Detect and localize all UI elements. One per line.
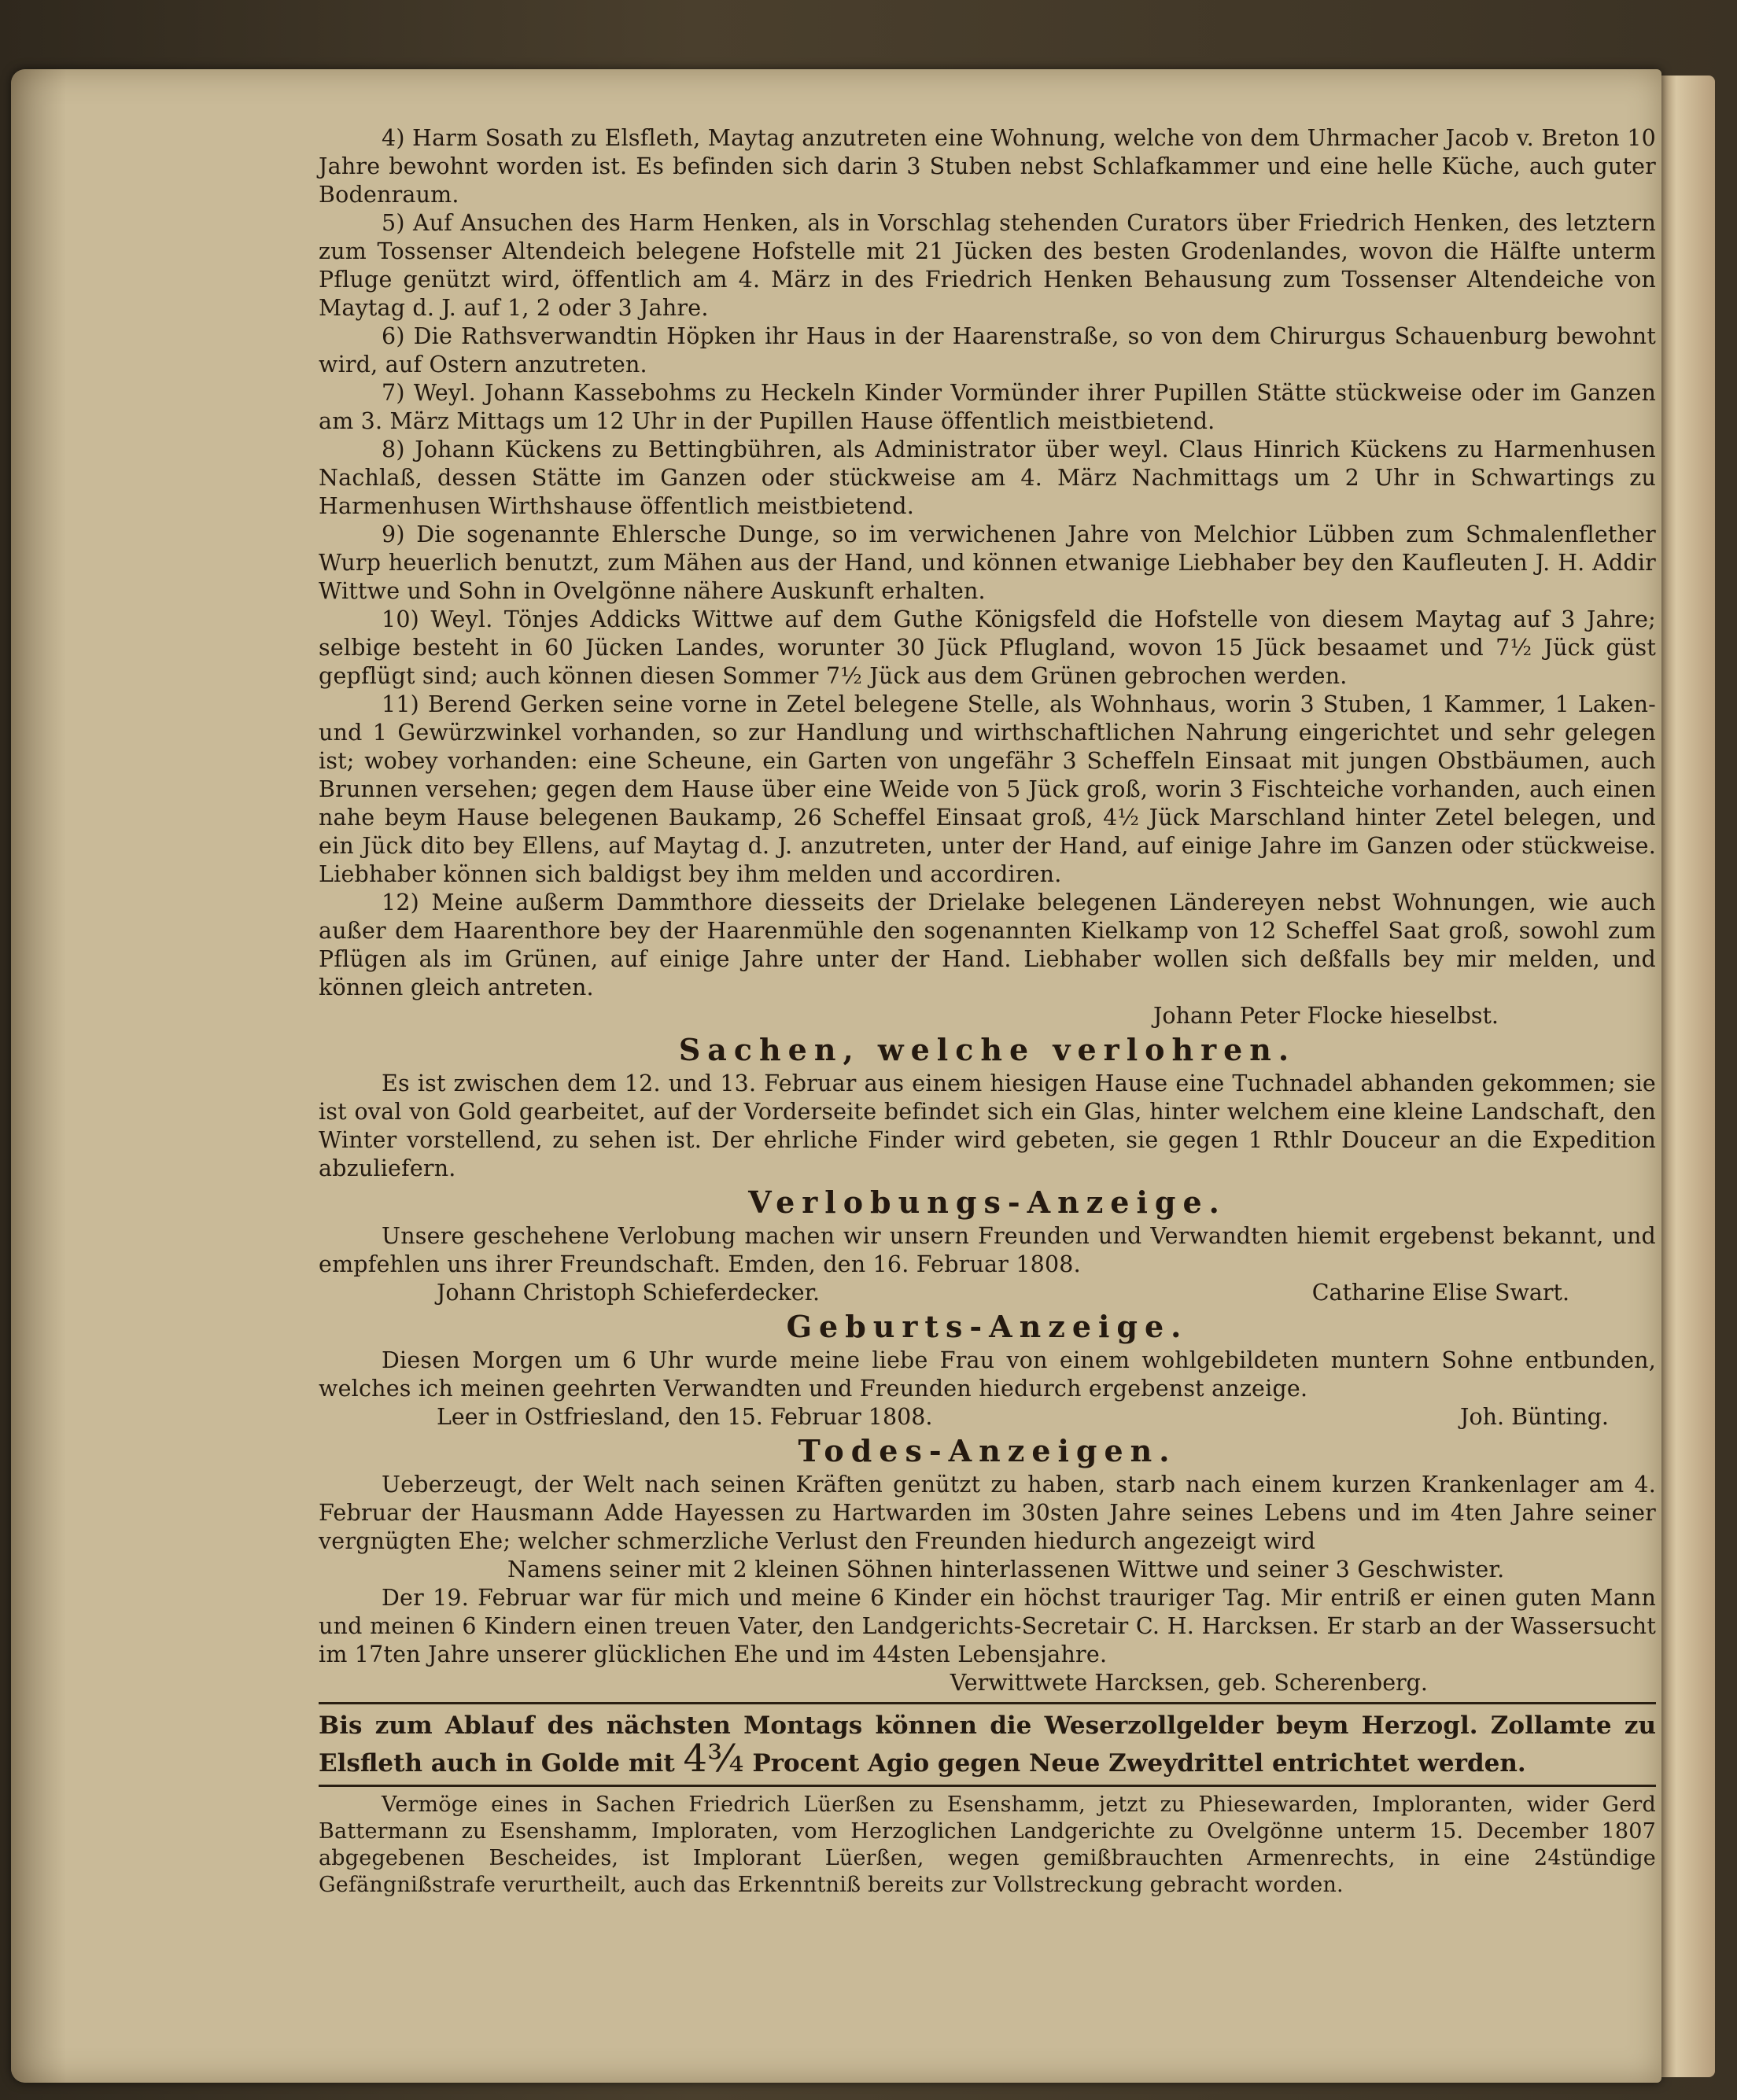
birth-text: Diesen Morgen um 6 Uhr wurde meine liebe Frau von einem wohlgebildeten muntern Sohne entbunden, welches ich meinen geehrten Verwandten und Freunden hiedurch ergebenst anzeige. [319, 1347, 1656, 1402]
page-edge [1660, 76, 1715, 2077]
page-gutter-shadow [11, 69, 66, 2083]
death-signature: Verwittwete Harcksen, geb. Scherenberg. [950, 1670, 1428, 1696]
notice-item-5: 5) Auf Ansuchen des Harm Henken, als in Vorschlag stehenden Curators über Friedrich Henken, des letztern zum Tossenser Altendeich belegene Hofstelle mit 21 Jücken des besten Grodenlandes, wovon die Hälfte unterm Pfluge genützt wird, öffentlich am 4. März in des Friedrich Henken Behausung zum Tossenser Altendeiche von Maytag d. J. auf 1, 2 oder 3 Jahre. [319, 210, 1656, 321]
customs-notice-part1: Bis zum Ablauf des nächsten Montags können die Weserzollgelder beym Herzogl. Zollamte zu Elsfleth auch in Golde mit [319, 1711, 1656, 1778]
death-text-1-continued: Namens seiner mit 2 kleinen Söhnen hinterlassenen Wittwe und seiner 3 Geschwister. [507, 1557, 1505, 1582]
engagement-signatures [319, 1279, 1656, 1307]
engagement-text: Unsere geschehene Verlobung machen wir unsern Freunden und Verwandten hiemit ergebenst bekannt, und empfehlen uns ihrer Freundschaft. Emden, den 16. Februar 1808. [319, 1223, 1656, 1277]
notice-item-12-signature: Johann Peter Flocke hieselbst. [1153, 1003, 1499, 1029]
notice-item-12: 12) Meine außerm Dammthore diesseits der Drielake belegenen Ländereyen nebst Wohnungen, wie auch außer dem Haarenthore bey der Haarenmühle den sogenannten Kielkamp von 12 Scheffel Saat groß, sowohl zum Pflügen als im Grünen, auf einige Jahre unter der Hand. Liebhaber wollen sich deßfalls bey mir melden, und können gleich antreten. [319, 890, 1656, 1000]
divider-top [319, 1702, 1656, 1704]
court-notice: Vermöge eines in Sachen Friedrich Lüerßen zu Esenshamm, jetzt zu Phiesewarden, Imploranten, wider Gerd Battermann zu Esenshamm, Imploraten, vom Herzoglichen Landgerichte zu Ovelgönne unterm 15. December 1807 abgegebenen Bescheides, ist Implorant Lüerßen, wegen gemißbrauchten Armenrechts, in eine 24stündige Gefängnißstrafe verurtheilt, auch das Erkenntniß bereits zur Vollstreckung gebracht worden. [319, 1792, 1656, 1897]
birth-heading: Geburts-Anzeige. [786, 1309, 1189, 1344]
divider-bottom [319, 1785, 1656, 1787]
customs-notice [319, 1709, 1656, 1780]
death-text-1: Ueberzeugt, der Welt nach seinen Kräften genützt zu haben, starb nach einem kurzen Krankenlager am 4. Februar der Hausmann Adde Hayessen zu Hartwarden im 30sten Jahre seines Lebens und im 4ten Jahre seiner vergnügten Ehe; welcher schmerzliche Verlust den Freunden hiedurch angezeigt wird [319, 1472, 1656, 1554]
notice-item-6: 6) Die Rathsverwandtin Höpken ihr Haus in der Haarenstraße, so von dem Chirurgus Schauenburg bewohnt wird, auf Ostern anzutreten. [319, 323, 1656, 378]
birth-place-date: Leer in Ostfriesland, den 15. Februar 1808. [437, 1404, 933, 1430]
engagement-name-right: Catharine Elise Swart. [1311, 1280, 1569, 1306]
notice-item-7: 7) Weyl. Johann Kassebohms zu Heckeln Kinder Vormünder ihrer Pupillen Stätte stückweise oder im Ganzen am 3. März Mittags um 12 Uhr in der Pupillen Hause öffentlich meistbietend. [319, 380, 1656, 434]
lost-items-heading: Sachen, welche verlohren. [678, 1032, 1296, 1067]
birth-signature-row [319, 1403, 1656, 1431]
notice-item-10: 10) Weyl. Tönjes Addicks Wittwe auf dem Guthe Königsfeld die Hofstelle von diesem Maytag auf 3 Jahre; selbige besteht in 60 Jücken Landes, worunter 30 Jück Pflugland, wovon 15 Jück besaamet und 7½ Jück güst gepflügt sind; auch können diesen Sommer 7½ Jück aus dem Grünen gebrochen werden. [319, 606, 1656, 689]
notice-item-11: 11) Berend Gerken seine vorne in Zetel belegene Stelle, als Wohnhaus, worin 3 Stuben, 1 Kammer, 1 Laken- und 1 Gewürzwinkel vorhanden, so zur Handlung und wirthschaftlichen Nahrung eingerichtet und sehr gelegen ist; wobey vorhanden: eine Scheune, ein Garten von ungefähr 3 Scheffeln Einsaat mit jungen Obstbäumen, auch Brunnen versehen; gegen dem Hause über eine Weide von 5 Jück groß, worin 3 Fischteiche vorhanden, auch einen nahe beym Hause belegenen Baukamp, 26 Scheffel Einsaat groß, 4½ Jück Marschland hinter Zetel belegen, und ein Jück dito bey Ellens, auf Maytag d. J. anzutreten, unter der Hand, auf einige Jahre im Ganzen oder stückweise. Liebhaber können sich baldigst bey ihm melden und accordiren. [319, 691, 1656, 887]
notice-item-8: 8) Johann Kückens zu Bettingbühren, als Administrator über weyl. Claus Hinrich Kückens zu Harmenhusen Nachlaß, dessen Stätte im Ganzen oder stückweise am 4. März Nachmittags um 2 Uhr in Schwartings zu Harmenhusen Wirthshause öffentlich meistbietend. [319, 437, 1656, 519]
notice-item-4: 4) Harm Sosath zu Elsfleth, Maytag anzutreten eine Wohnung, welche von dem Uhrmacher Jacob v. Breton 10 Jahre bewohnt worden ist. Es befinden sich darin 3 Stuben nebst Schlafkammer und eine helle Küche, auch guter Bodenraum. [319, 125, 1656, 208]
birth-signature: Joh. Bünting. [1460, 1404, 1609, 1430]
engagement-heading: Verlobungs-Anzeige. [748, 1184, 1226, 1220]
notice-item-9: 9) Die sogenannte Ehlersche Dunge, so im verwichenen Jahre von Melchior Lübben zum Schmalenflether Wurp heuerlich benutzt, zum Mähen aus der Hand, und können etwanige Liebhaber bey den Kaufleuten J. H. Addir Wittwe und Sohn in Ovelgönne nähere Auskunft erhalten. [319, 521, 1656, 604]
death-text-2: Der 19. Februar war für mich und meine 6 Kinder ein höchst trauriger Tag. Mir entriß er einen guten Mann und meinen 6 Kindern einen treuen Vater, den Landgerichts-Secretair C. H. Harcksen. Er starb an der Wassersucht im 17ten Jahre unserer glücklichen Ehe und im 44sten Lebensjahre. [319, 1585, 1656, 1667]
page-content [319, 124, 1656, 1899]
death-heading: Todes-Anzeigen. [798, 1433, 1177, 1468]
lost-items-text: Es ist zwischen dem 12. und 13. Februar aus einem hiesigen Hause eine Tuchnadel abhanden gekommen; sie ist oval von Gold gearbeitet, auf der Vorderseite befindet sich ein Glas, hinter welchem eine kleine Landschaft, den Winter vorstellend, zu sehen ist. Der ehrliche Finder wird gebeten, sie gegen 1 Rthlr Douceur an die Expedition abzuliefern. [319, 1070, 1656, 1181]
engagement-name-left: Johann Christoph Schieferdecker. [437, 1280, 821, 1306]
customs-notice-part2: Procent Agio gegen Neue Zweydrittel entrichtet werden. [752, 1749, 1526, 1778]
customs-notice-fraction: 4¾ [683, 1737, 744, 1781]
